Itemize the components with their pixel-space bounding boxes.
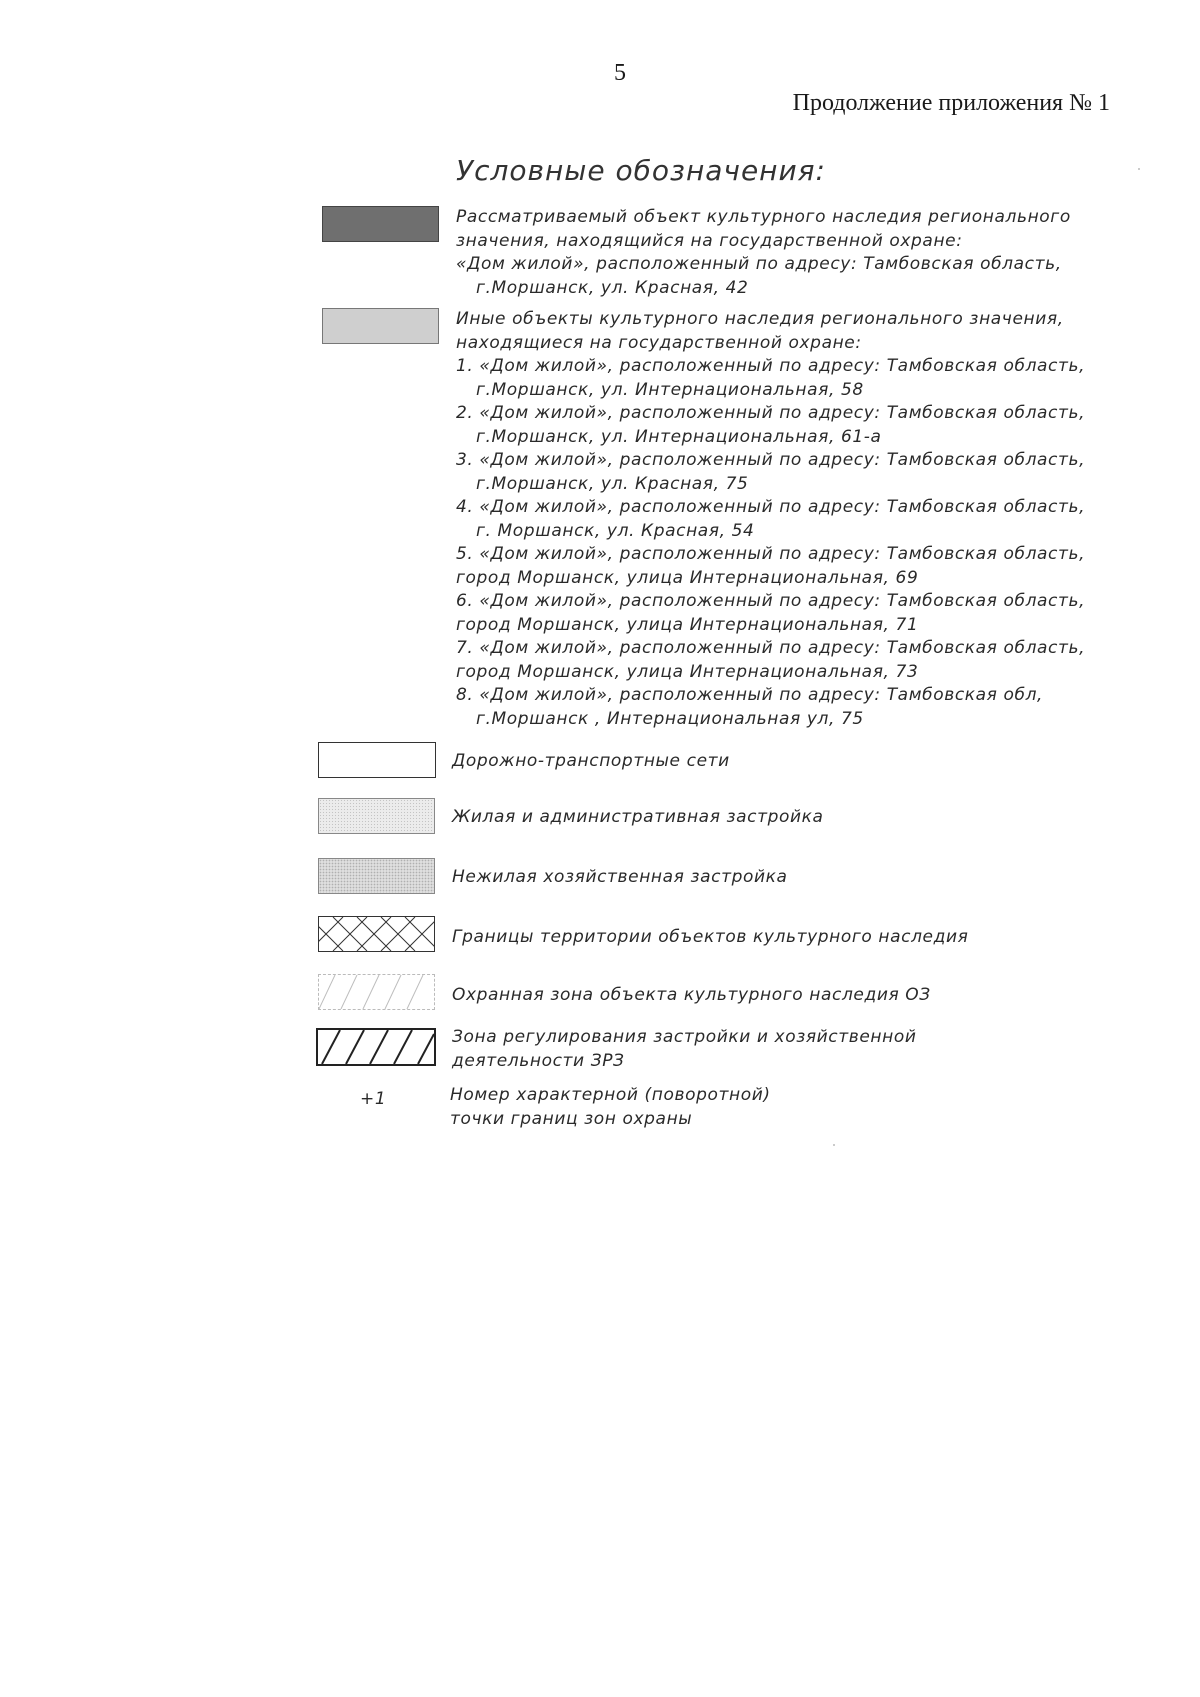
legend-symbol-crosshatch <box>318 916 435 952</box>
legend-line: город Моршанск, улица Интернациональная, 73 <box>456 661 919 682</box>
legend-text-heritage-boundaries <box>452 926 968 950</box>
legend-line: Зона регулирования застройки и хозяйственной <box>452 1027 917 1047</box>
appendix-continuation-label: Продолжение приложения № 1 <box>792 90 1110 116</box>
legend-text-subject-object <box>456 206 1071 300</box>
legend-symbol-point-marker: +1 <box>360 1089 387 1109</box>
legend-line: Охранная зона объекта культурного наследия ОЗ <box>452 985 931 1005</box>
legend-symbol-empty-box <box>318 742 436 778</box>
legend-line: значения, находящийся на государственной охране: <box>456 230 963 251</box>
legend-symbol-dark-fill <box>322 206 439 242</box>
legend-line: Номер характерной (поворотной) <box>450 1085 771 1105</box>
legend-line: Жилая и административная застройка <box>452 807 824 827</box>
legend-text-road-network <box>452 750 730 774</box>
legend-line: Границы территории объектов культурного наследия <box>452 927 969 947</box>
legend-text-non-residential <box>452 866 788 890</box>
legend-line: г.Моршанск, ул. Красная, 75 <box>476 473 749 494</box>
legend-line: 3. «Дом жилой», расположенный по адресу: Тамбовская область, <box>456 450 1086 470</box>
legend-line: г.Моршанск, ул. Красная, 42 <box>476 277 749 298</box>
legend-line: деятельности ЗРЗ <box>452 1050 625 1071</box>
legend-line: Дорожно-транспортные сети <box>452 751 730 771</box>
legend-text-turning-points <box>450 1084 771 1131</box>
legend-line: г.Моршанск, ул. Интернациональная, 61-а <box>476 426 882 447</box>
legend-line: 2. «Дом жилой», расположенный по адресу: Тамбовская область, <box>456 403 1086 423</box>
legend-symbol-light-stipple <box>318 798 435 834</box>
legend-line: город Моршанск, улица Интернациональная, 71 <box>456 614 919 635</box>
legend-line: «Дом жилой», расположенный по адресу: Тамбовская область, <box>456 254 1062 274</box>
legend-line: город Моршанск, улица Интернациональная, 69 <box>456 567 919 588</box>
legend-line: 6. «Дом жилой», расположенный по адресу: Тамбовская область, <box>456 591 1086 611</box>
legend-line: 5. «Дом жилой», расположенный по адресу: Тамбовская область, <box>456 544 1086 564</box>
legend-title: Условные обозначения: <box>456 154 826 187</box>
legend-line: г.Моршанск , Интернациональная ул, 75 <box>476 708 864 729</box>
scan-speck <box>1138 168 1140 170</box>
legend-symbol-bold-diagonal <box>316 1028 436 1066</box>
legend-symbol-light-fill <box>322 308 439 344</box>
legend-text-residential <box>452 806 824 830</box>
legend-line: точки границ зон охраны <box>450 1108 693 1129</box>
legend-symbol-medium-stipple <box>318 858 435 894</box>
page-number: 5 <box>614 60 626 86</box>
legend-line: 1. «Дом жилой», расположенный по адресу: Тамбовская область, <box>456 356 1086 376</box>
legend-symbol-light-diagonal <box>318 974 435 1010</box>
legend-line: г. Моршанск, ул. Красная, 54 <box>476 520 755 541</box>
legend-text-other-objects <box>456 308 1085 731</box>
scan-speck <box>833 1144 835 1146</box>
legend-line: Нежилая хозяйственная застройка <box>452 867 788 887</box>
legend-text-regulation-zone <box>452 1026 917 1073</box>
legend-line: находящиеся на государственной охране: <box>456 332 862 353</box>
legend-line: 8. «Дом жилой», расположенный по адресу: Тамбовская обл, <box>456 685 1044 705</box>
legend-line: г.Моршанск, ул. Интернациональная, 58 <box>476 379 864 400</box>
legend-line: Рассматриваемый объект культурного наследия регионального <box>456 207 1071 227</box>
legend-line: Иные объекты культурного наследия регионального значения, <box>456 309 1064 329</box>
legend-line: 7. «Дом жилой», расположенный по адресу: Тамбовская область, <box>456 638 1086 658</box>
legend-text-protection-zone <box>452 984 931 1008</box>
legend-line: 4. «Дом жилой», расположенный по адресу: Тамбовская область, <box>456 497 1086 517</box>
